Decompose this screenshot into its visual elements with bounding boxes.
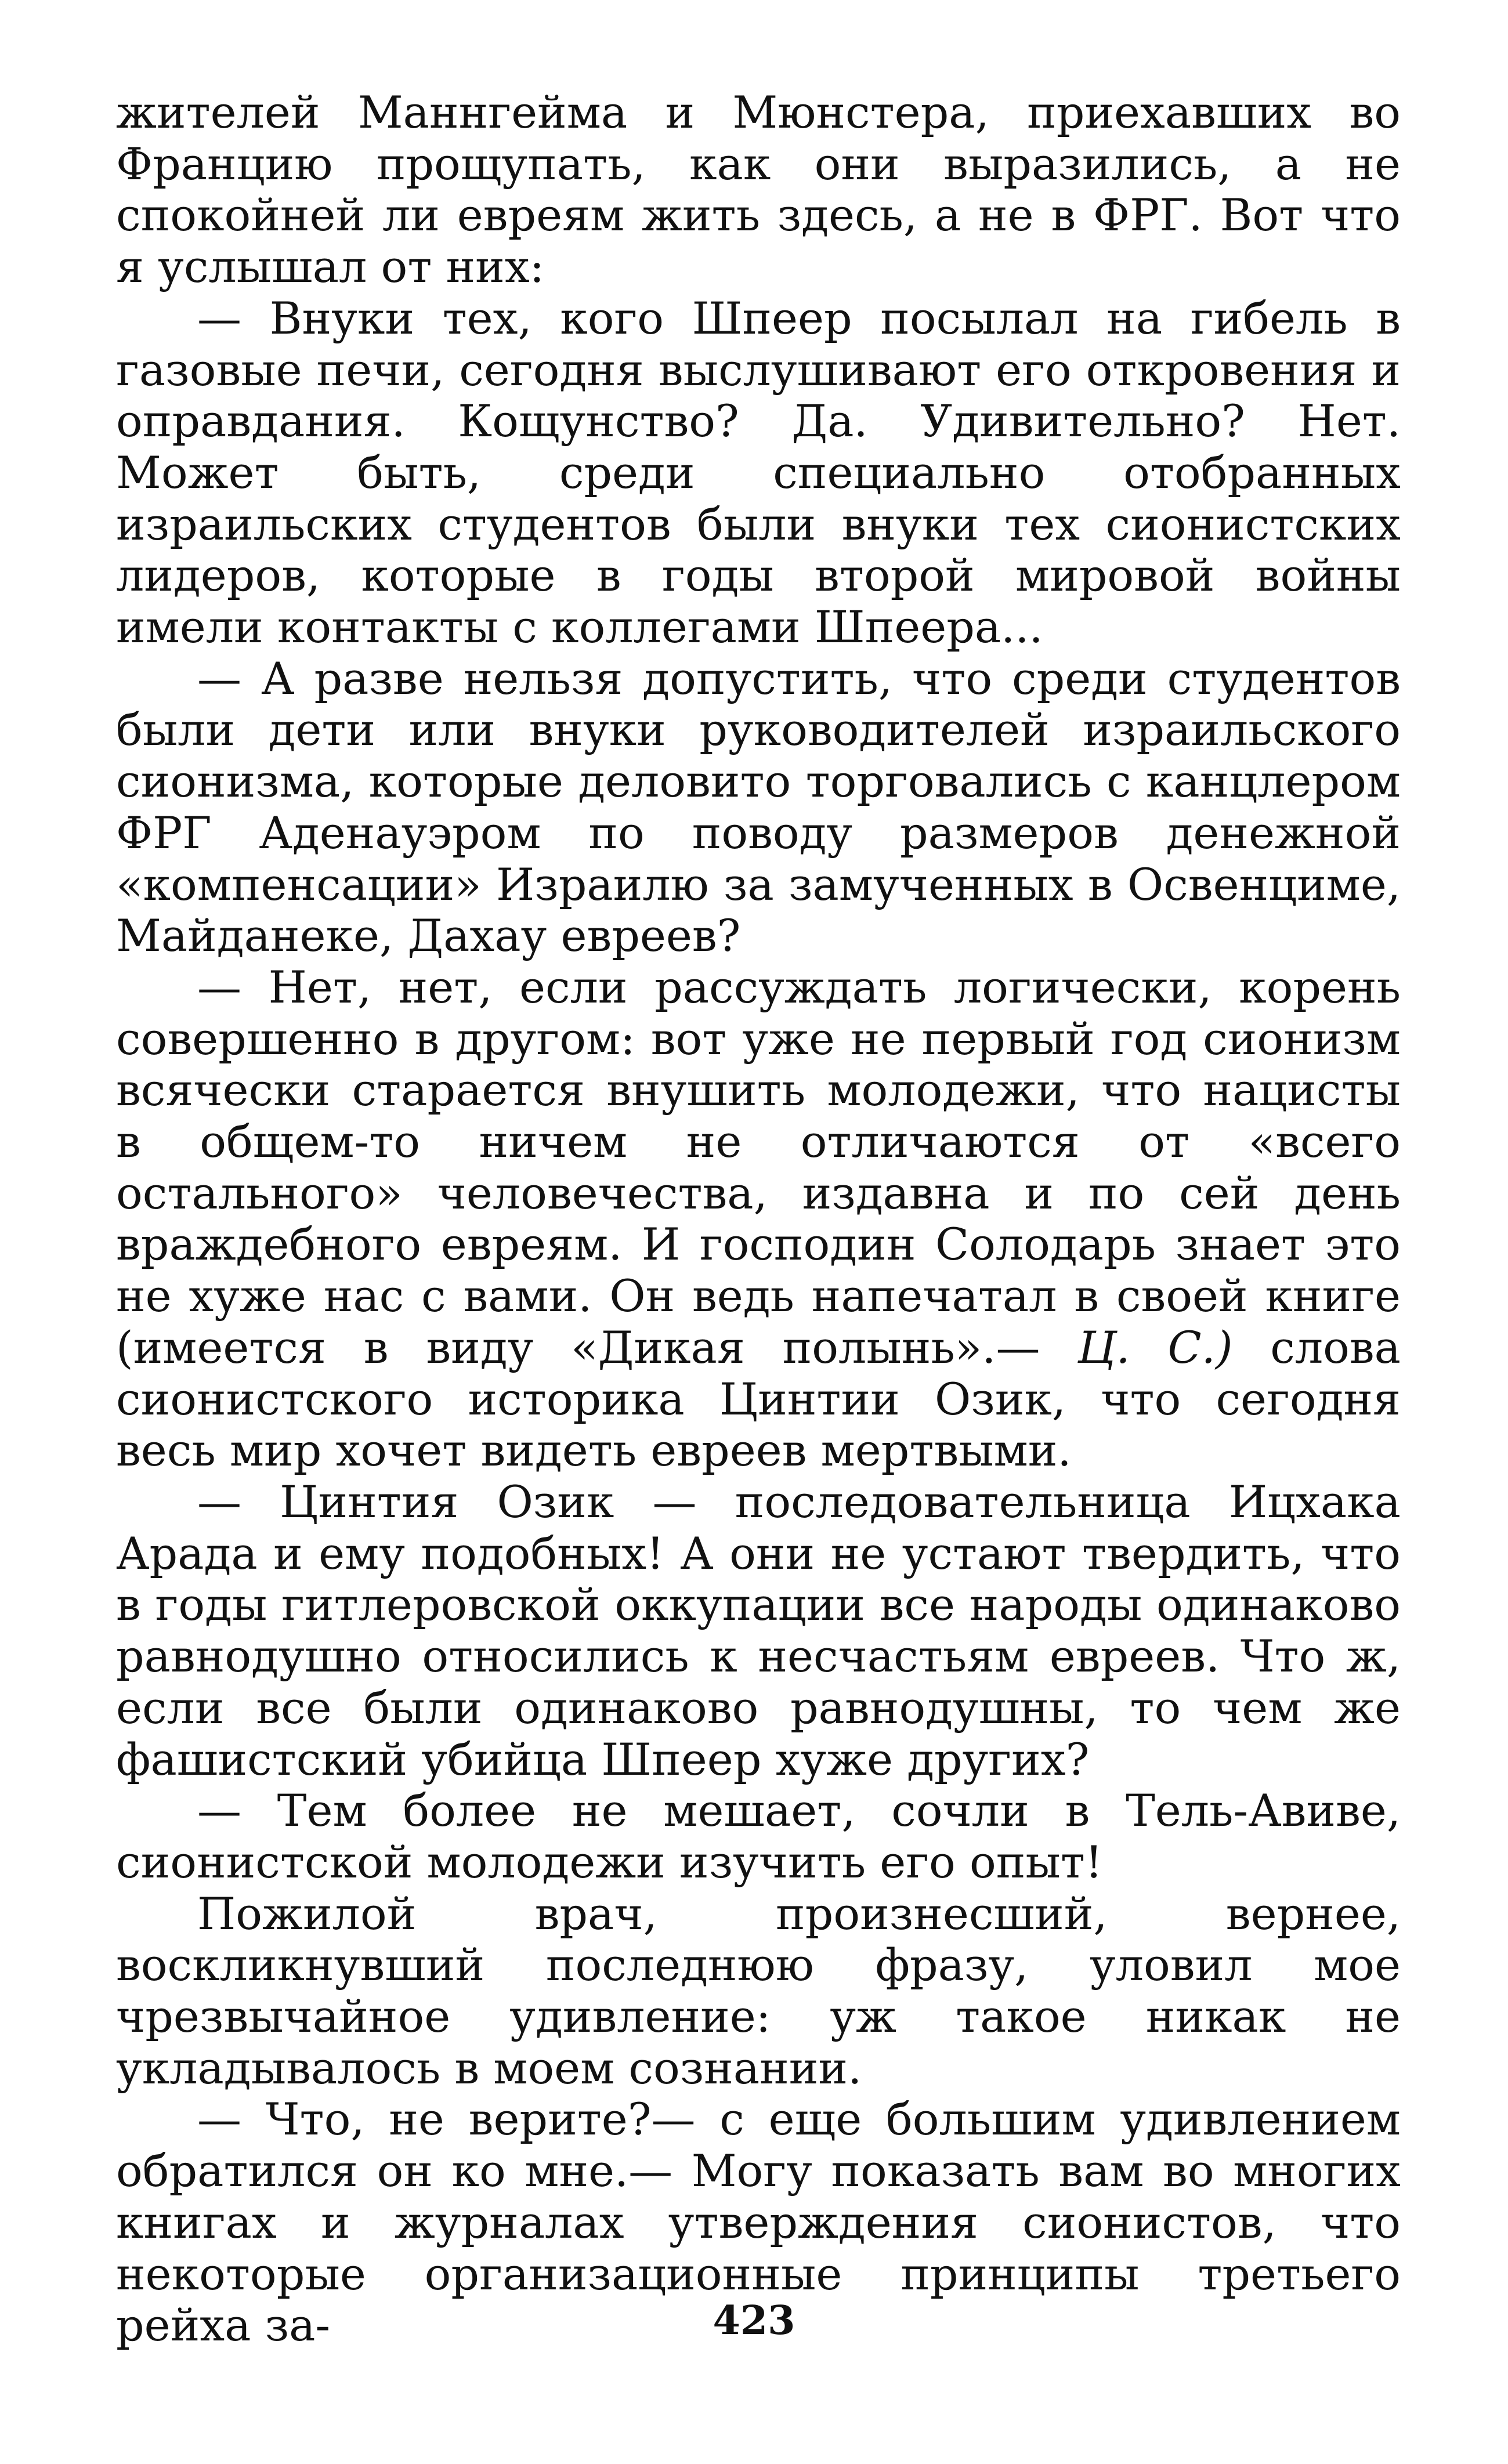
paragraph-text: — Нет, нет, если рассуждать логически, корень совершенно в другом: вот уже не первый год сионизм всячески старается внушить молодежи, что нацисты в общем-то ничем не отличаются от «всего остального» человечества, издавна и по сей день враждебного евреям. И господин Солодарь знает это не хуже нас с вами. Он ведь напечатал в своей книге (имеется в виду «Дикая полынь».—: [116, 961, 1401, 1373]
paragraph-text: — Что, не верите?— с еще большим удивлением обратился он ко мне.— Могу показать вам во многих книгах и журналах утверждения сионистов, что некоторые организационные принципы третьего рейха за-: [116, 2093, 1401, 2351]
paragraph-text: — А разве нельзя допустить, что среди студентов были дети или внуки руководителей израильского сионизма, которые деловито торговались с канцлером ФРГ Аденауэром по поводу размеров денежной «компенсации» Израилю за замученных в Освенциме, Майданеке, Дахау евреев?: [116, 652, 1401, 962]
paragraph: [116, 293, 1401, 653]
paragraph-text: — Тем более не мешает, сочли в Тель-Авиве, сионистской молодежи изучить его опыт!: [116, 1785, 1401, 1888]
page-body: [116, 87, 1401, 2351]
paragraph-italic-text: Ц. С.): [1077, 1321, 1233, 1373]
paragraph: [116, 653, 1401, 962]
paragraph-text-continued: слова сионистского историка Цинтии Озик, что сегодня весь мир хочет видеть евреев мертвыми.: [116, 1321, 1401, 1477]
page-number: 423: [713, 2297, 795, 2344]
paragraph-text: Пожилой врач, произнесший, вернее, воскликнувший последнюю фразу, уловил мое чрезвычайное удивление: уж такое никак не укладывалось в моем сознании.: [116, 1887, 1401, 2094]
paragraph-text: — Внуки тех, кого Шпеер посылал на гибель в газовые печи, сегодня выслушивают его откровения и оправдания. Кощунство? Да. Удивительно? Нет. Может быть, среди специально отобранных израильских студентов были внуки тех сионистских лидеров, которые в годы второй мировой войны имели контакты с коллегами Шпеера...: [116, 292, 1401, 653]
paragraph: [116, 1477, 1401, 1785]
paragraph: [116, 87, 1401, 293]
paragraph-text: жителей Маннгейма и Мюнстера, приехавших во Францию прощупать, как они выразились, а не спокойней ли евреям жить здесь, а не в ФРГ. Вот что я услышал от них:: [116, 86, 1401, 293]
paragraph: [116, 1888, 1401, 2094]
paragraph: [116, 1785, 1401, 1888]
paragraph: [116, 962, 1401, 1477]
paragraph-text: — Цинтия Озик — последовательница Ицхака Арада и ему подобных! А они не устают твердить, что в годы гитлеровской оккупации все народы одинаково равнодушно относились к несчастьям евреев. Что ж, если все были одинаково равнодушны, то чем же фашистский убийца Шпеер хуже других?: [116, 1475, 1401, 1785]
